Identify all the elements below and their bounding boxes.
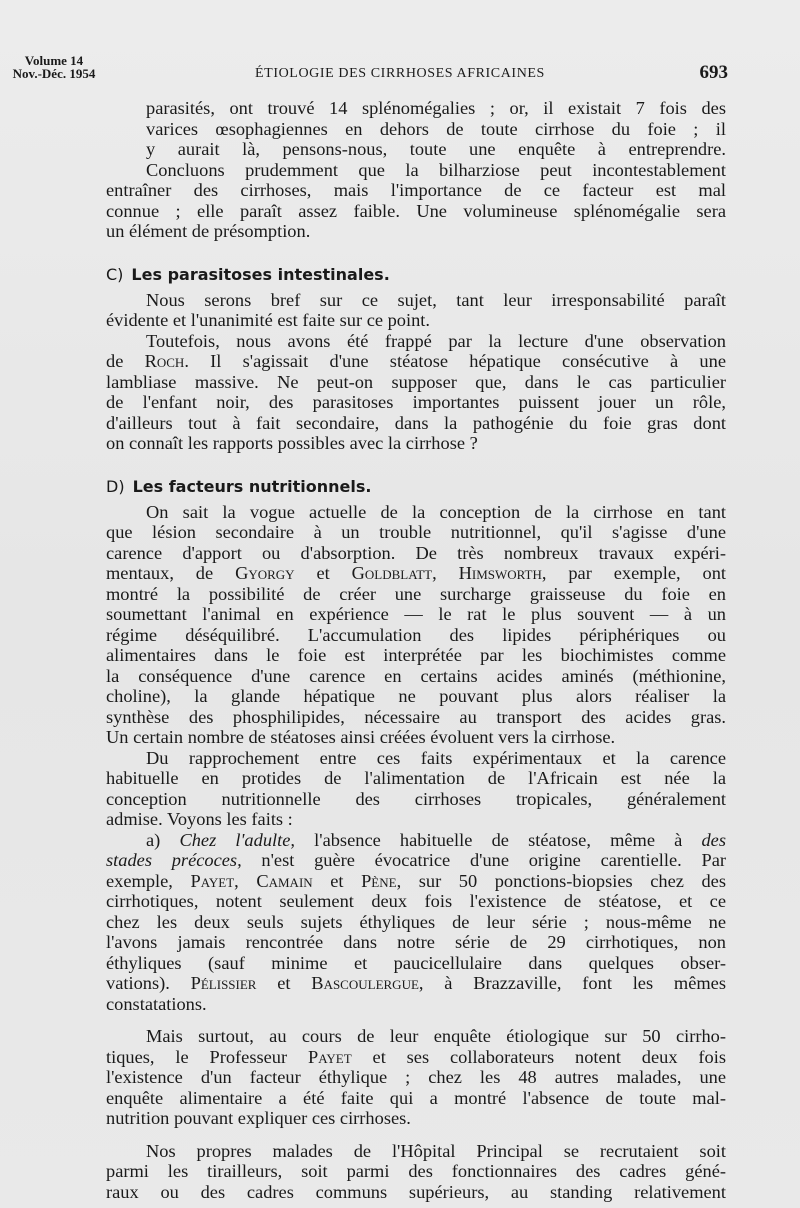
text-line: l'existence d'un facteur éthylique ; chez les 48 autres malades, une bbox=[106, 1067, 726, 1087]
text-line: varices œsophagiennes en dehors de toute cirrhose du foie ; il bbox=[146, 118, 726, 139]
text-line: mentaux, de Gyorgy et Goldblatt, Himsworth, par exemple, ont bbox=[106, 563, 727, 583]
paragraph bbox=[106, 331, 726, 454]
section-heading-d bbox=[106, 476, 726, 498]
text-line: éthyliques (sauf minime et paucicellulaire dans quelques obser- bbox=[106, 952, 726, 973]
text-line: que lésion secondaire à un trouble nutritionnel, qu'il s'agisse d'une bbox=[106, 522, 726, 542]
text-line: exemple, Payet, Camain et Pène, sur 50 ponctions-biopsies chez des bbox=[106, 870, 726, 891]
paragraph bbox=[106, 1026, 726, 1129]
text-line: connue ; elle paraît assez faible. Une volumineuse splénomégalie sera bbox=[106, 200, 726, 221]
page-number: 693 bbox=[699, 62, 728, 83]
text-line: chez les deux seuls sujets éthyliques de leur série ; nous-même ne bbox=[106, 911, 726, 932]
text-line: choline), la glande hépatique ne pouvant plus alors réaliser la bbox=[106, 686, 726, 706]
text-line: vations). Pélissier et Bascoulergue, à Brazzaville, font les mêmes bbox=[106, 973, 726, 993]
issue-date: Nov.-Déc. 1954 bbox=[12, 66, 96, 81]
author-name: Himsworth bbox=[458, 563, 542, 583]
section-heading-c bbox=[106, 264, 726, 286]
text-line: alimentaires dans le foie est interprétée par les biochimistes comme bbox=[106, 645, 726, 665]
text-line: carence d'apport ou d'absorption. De très nombreux travaux expéri- bbox=[106, 542, 726, 563]
text-line: Nous serons bref sur ce sujet, tant leur irresponsabilité paraît bbox=[146, 289, 726, 310]
text-line: On sait la vogue actuelle de la conception de la cirrhose en tant bbox=[146, 501, 726, 522]
text-line: Concluons prudemment que la bilharziose peut incontestablement bbox=[146, 159, 726, 180]
paragraph bbox=[106, 502, 726, 748]
text-line: soumettant l'animal en expérience — le rat le plus souvent — à un bbox=[106, 604, 726, 624]
text-line: lambliase massive. Ne peut-on supposer que, dans le cas particulier bbox=[106, 371, 726, 392]
text-line: Un certain nombre de stéatoses ainsi créées évoluent vers la cirrhose. bbox=[106, 727, 616, 747]
text-line: montré la possibilité de créer une surcharge graisseuse du foie en bbox=[106, 583, 726, 604]
author-name: Payet bbox=[190, 870, 235, 891]
author-name: Payet bbox=[307, 1046, 352, 1067]
paragraph bbox=[106, 160, 726, 242]
text-line: de Roch. Il s'agissait d'une stéatose hépatique consécutive à une bbox=[106, 351, 726, 371]
volume-label: Volume 14 bbox=[24, 53, 84, 68]
text-line: Mais surtout, au cours de leur enquête étiologique sur 50 cirrho- bbox=[146, 1026, 726, 1046]
paragraph bbox=[106, 290, 726, 331]
text-line: habituelle en protides de l'alimentation de l'Africain est née la bbox=[106, 768, 726, 788]
text-line: constatations. bbox=[106, 993, 207, 1014]
text-line: parasités, ont trouvé 14 splénomégalies ; or, il existait 7 fois des bbox=[146, 98, 726, 118]
author-name: Pène bbox=[361, 870, 397, 891]
text-line: d'ailleurs tout à fait secondaire, dans la pathogénie du foie gras dont bbox=[106, 412, 726, 433]
text-line: on connaît les rapports possibles avec la cirrhose ? bbox=[106, 433, 478, 453]
text-line: y aurait là, pensons-nous, toute une enquête à entreprendre. bbox=[146, 139, 726, 159]
text-line: stades précoces, n'est guère évocatrice d'une origine carentielle. Par bbox=[106, 850, 726, 870]
text-line: la conséquence d'une carence en certains acides aminés (méthionine, bbox=[106, 665, 726, 686]
text-line: Du rapprochement entre ces faits expérimentaux et la carence bbox=[146, 747, 726, 768]
author-name: Camain bbox=[256, 870, 313, 891]
section-letter: D) bbox=[106, 476, 125, 496]
article-body bbox=[106, 98, 726, 1202]
text-line: l'avons jamais rencontrée dans notre série de 29 cirrhotiques, non bbox=[106, 932, 726, 952]
text-line: conception nutritionnelle des cirrhoses tropicales, généralement bbox=[106, 788, 726, 809]
author-name: Pélissier bbox=[190, 973, 257, 993]
text-line: Toutefois, nous avons été frappé par la lecture d'une observation bbox=[146, 330, 726, 351]
text-line: de l'enfant noir, des parasitoses importantes puissent jouer un rôle, bbox=[106, 392, 726, 412]
author-name: Gyorgy bbox=[235, 563, 295, 583]
text-line: enquête alimentaire a été faite qui a montré l'absence de toute mal- bbox=[106, 1087, 726, 1108]
text-line: évidente et l'unanimité est faite sur ce point. bbox=[106, 310, 431, 330]
author-name: Bascoulergue bbox=[311, 973, 419, 993]
paragraph bbox=[106, 1141, 726, 1203]
text-line: raux ou des cadres communs supérieurs, au standing relativement bbox=[106, 1181, 726, 1202]
text-line: synthèse des phosphilipides, nécessaire au transport des acides gras. bbox=[106, 706, 726, 727]
section-title: Les parasitoses intestinales. bbox=[131, 264, 390, 284]
paragraph bbox=[106, 830, 726, 1015]
text-line: tiques, le Professeur Payet et ses collaborateurs notent deux fois bbox=[106, 1046, 726, 1067]
text-line: a) Chez l'adulte, l'absence habituelle de stéatose, même à des bbox=[146, 829, 726, 850]
paragraph bbox=[106, 98, 726, 160]
author-name: Goldblatt bbox=[351, 563, 433, 583]
text-line: régime déséquilibré. L'accumulation des lipides périphériques ou bbox=[106, 624, 726, 645]
section-title: Les facteurs nutritionnels. bbox=[132, 476, 372, 496]
section-letter: C) bbox=[106, 264, 124, 284]
text-line: nutrition pouvant expliquer ces cirrhoses. bbox=[106, 1108, 411, 1128]
text-line: cirrhotiques, notent seulement deux fois l'existence de stéatose, et ce bbox=[106, 891, 726, 911]
text-line: parmi les tirailleurs, soit parmi des fonctionnaires des cadres géné- bbox=[106, 1161, 726, 1181]
text-line: Nos propres malades de l'Hôpital Principal se recrutaient soit bbox=[146, 1140, 726, 1161]
text-line: entraîner des cirrhoses, mais l'importance de ce facteur est mal bbox=[106, 180, 726, 200]
author-name: Roch bbox=[144, 351, 185, 371]
paragraph bbox=[106, 748, 726, 830]
running-title: ÉTIOLOGIE DES CIRRHOSES AFRICAINES bbox=[255, 66, 545, 81]
text-line: admise. Voyons les faits : bbox=[106, 809, 293, 829]
text-line: un élément de présomption. bbox=[106, 221, 311, 241]
